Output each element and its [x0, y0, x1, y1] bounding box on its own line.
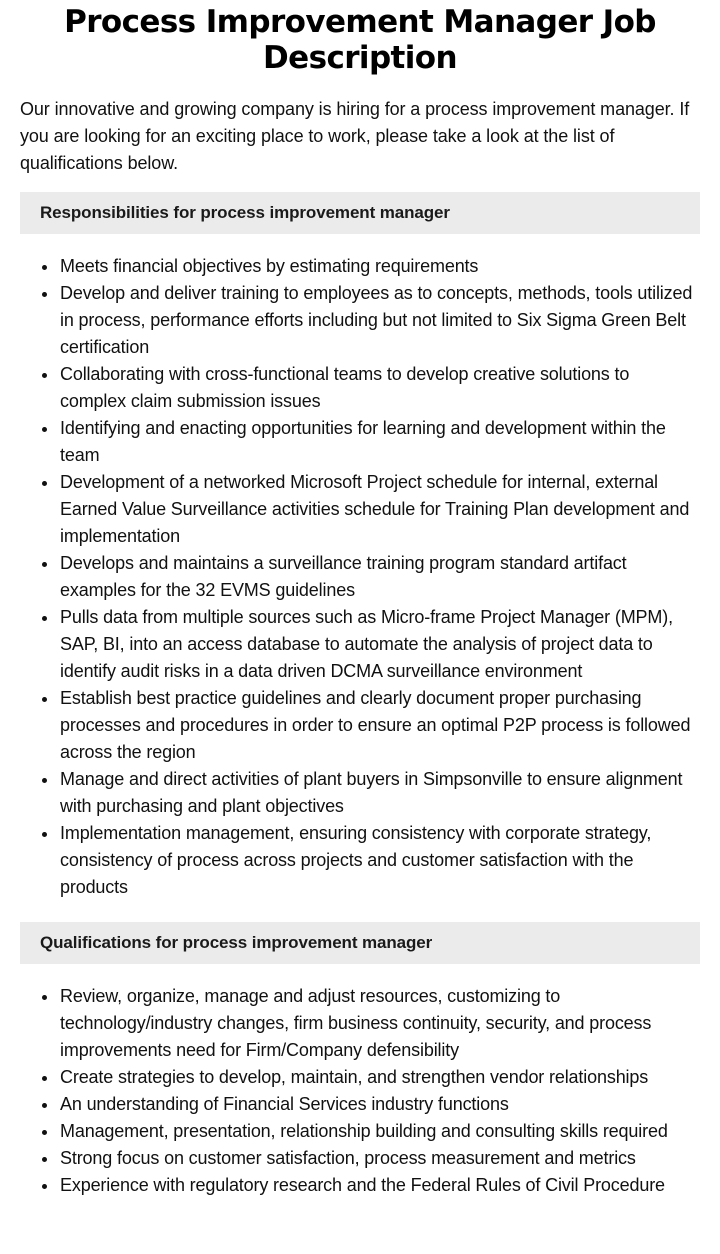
list-item: Implementation management, ensuring consistency with corporate strategy, consistency of process across projects and customer satisfaction with the products	[60, 820, 700, 901]
section-spacer	[20, 901, 700, 907]
responsibilities-header: Responsibilities for process improvement manager	[20, 192, 700, 234]
list-item: Create strategies to develop, maintain, and strengthen vendor relationships	[60, 1064, 700, 1091]
qualifications-header: Qualifications for process improvement manager	[20, 922, 700, 964]
list-item: Develops and maintains a surveillance training program standard artifact examples for the 32 EVMS guidelines	[60, 550, 700, 604]
list-item: Strong focus on customer satisfaction, process measurement and metrics	[60, 1145, 700, 1172]
responsibilities-list	[20, 253, 700, 901]
intro-paragraph: Our innovative and growing company is hiring for a process improvement manager. If you are looking for an exciting place to work, please take a look at the list of qualifications below.	[20, 99, 690, 173]
list-item: Experience with regulatory research and the Federal Rules of Civil Procedure	[60, 1172, 700, 1199]
list-item: Establish best practice guidelines and clearly document proper purchasing processes and procedures in order to ensure an optimal P2P process is followed across the region	[60, 685, 700, 766]
list-item: Meets financial objectives by estimating requirements	[60, 253, 700, 280]
list-item: Pulls data from multiple sources such as Micro-frame Project Manager (MPM), SAP, BI, into an access database to automate the analysis of project data to identify audit risks in a data driven DCMA surveillance environment	[60, 604, 700, 685]
list-item: Identifying and enacting opportunities for learning and development within the team	[60, 415, 700, 469]
list-item: Develop and deliver training to employees as to concepts, methods, tools utilized in process, performance efforts including but not limited to Six Sigma Green Belt certification	[60, 280, 700, 361]
list-item: Manage and direct activities of plant buyers in Simpsonville to ensure alignment with purchasing and plant objectives	[60, 766, 700, 820]
list-item: Review, organize, manage and adjust resources, customizing to technology/industry changes, firm business continuity, security, and process improvements need for Firm/Company defensibility	[60, 983, 700, 1064]
list-item: Management, presentation, relationship building and consulting skills required	[60, 1118, 700, 1145]
page-title: Process Improvement Manager Job Description	[64, 4, 656, 76]
list-item: Development of a networked Microsoft Project schedule for internal, external Earned Value Surveillance activities schedule for Training Plan development and implementation	[60, 469, 700, 550]
list-item: An understanding of Financial Services industry functions	[60, 1091, 700, 1118]
list-item: Collaborating with cross-functional teams to develop creative solutions to complex claim submission issues	[60, 361, 700, 415]
qualifications-list	[20, 983, 700, 1199]
